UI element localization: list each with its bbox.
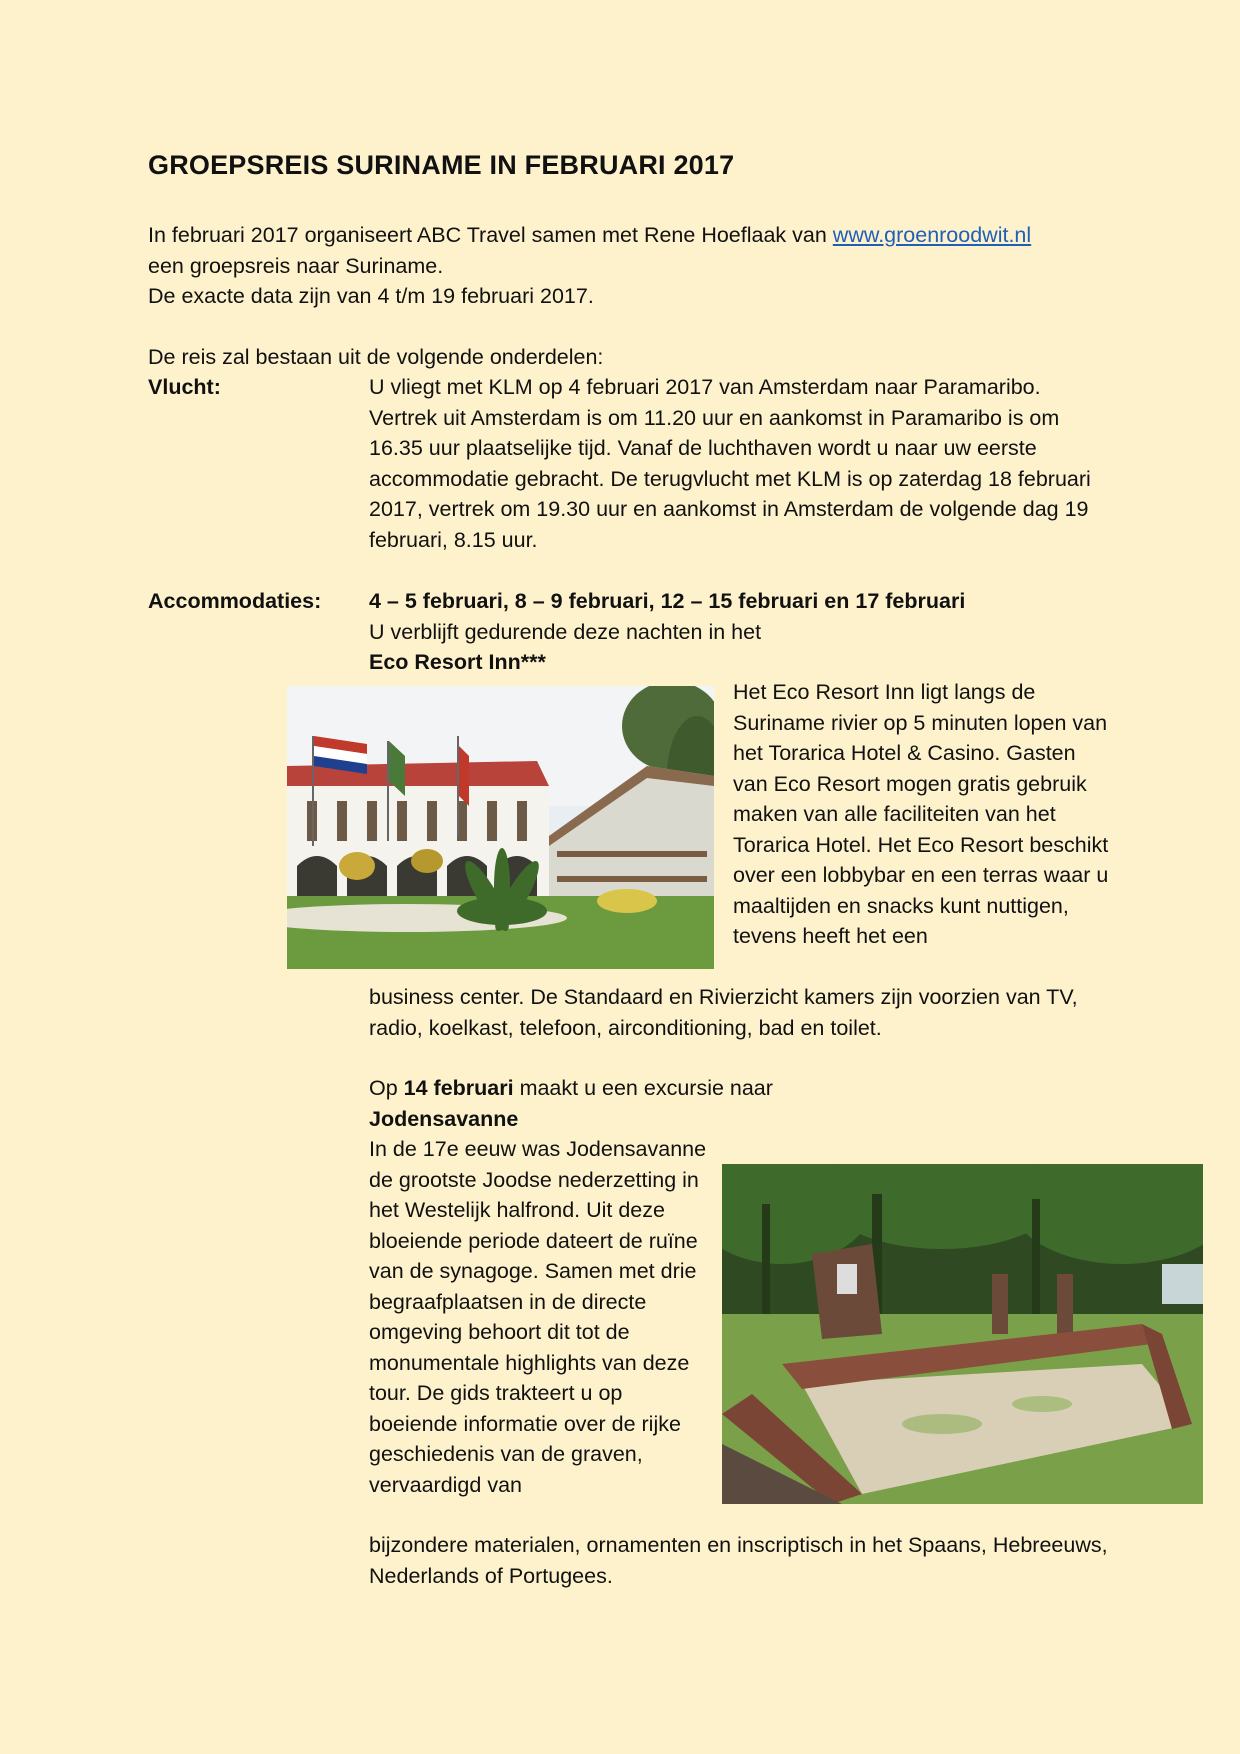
accommodation-dates: 4 – 5 februari, 8 – 9 februari, 12 – 15 februari en 17 februari bbox=[369, 589, 966, 613]
flight-label: Vlucht: bbox=[148, 375, 221, 399]
intro-line-1-text: In februari 2017 organiseert ABC Travel samen met Rene Hoeflaak van bbox=[148, 223, 833, 247]
excursion-name: Jodensavanne bbox=[369, 1106, 519, 1131]
excursion-intro bbox=[369, 1073, 1109, 1104]
excursion-post: maakt u een excursie naar bbox=[513, 1076, 773, 1100]
flight-text: U vliegt met KLM op 4 februari 2017 van Amsterdam naar Paramaribo. Vertrek uit Amsterdam is om 11.20 uur en aankomst in Paramaribo is om 16.35 uur plaatselijke tijd. Vanaf de luchthaven wordt u naar uw eerste accommodatie gebracht. De terugvlucht met KLM is op zaterdag 18 februari 2017, vertrek om 19.30 uur en aankomst in Amsterdam de volgende dag 19 februari, 8.15 uur. bbox=[369, 375, 1091, 552]
jodensavanne-photo bbox=[722, 1164, 1203, 1504]
intro-line-2: een groepsreis naar Suriname. bbox=[148, 253, 444, 278]
accommodation-header bbox=[369, 586, 1109, 678]
trip-parts-intro: De reis zal bestaan uit de volgende onderdelen: bbox=[148, 345, 604, 369]
excursion-header bbox=[369, 1073, 1109, 1134]
intro-line-3: De exacte data zijn van 4 t/m 19 februari 2017. bbox=[148, 284, 594, 308]
excursion-description-continued: bijzondere materialen, ornamenten en inscriptisch in het Spaans, Hebreeuws, Nederlands of Portugees. bbox=[369, 1533, 1108, 1588]
hotel-description-continued: business center. De Standaard en Rivierzicht kamers zijn voorzien van TV, radio, koelkast, telefoon, airconditioning, bad en toilet. bbox=[369, 985, 1078, 1040]
jodensavanne-photo-image bbox=[722, 1164, 1203, 1504]
page-title: GROEPSREIS SURINAME IN FEBRUARI 2017 bbox=[148, 150, 735, 180]
excursion-pre: Op bbox=[369, 1076, 404, 1100]
eco-resort-photo bbox=[287, 686, 714, 969]
excursion-date: 14 februari bbox=[403, 1076, 514, 1100]
accommodation-label: Accommodaties: bbox=[148, 589, 322, 613]
intro-line-1 bbox=[148, 220, 1108, 251]
excursion-description-wrapped: In de 17e eeuw was Jodensavanne de grootste Joodse nederzetting in het Westelijk halfrond. Uit deze bloeiende periode dateert de ruïne van de synagoge. Samen met drie begraafplaatsen in de directe omgeving behoort dit tot de monumentale highlights van deze tour. De gids trakteert u op boeiende informatie over de rijke geschiedenis van de graven, vervaardigd van bbox=[369, 1137, 707, 1497]
accommodation-intro: U verblijft gedurende deze nachten in het bbox=[369, 619, 762, 644]
hotel-name: Eco Resort Inn*** bbox=[369, 650, 546, 674]
intro-paragraph bbox=[148, 220, 1108, 312]
hotel-description-wrapped: Het Eco Resort Inn ligt langs de Suriname rivier op 5 minuten lopen van het Torarica Hotel & Casino. Gasten van Eco Resort mogen gratis gebruik maken van alle faciliteiten van het Torarica Hotel. Het Eco Resort beschikt over een lobbybar en een terras waar u maaltijden en snacks kunt nuttigen, tevens heeft het een bbox=[733, 680, 1109, 948]
eco-resort-photo-image bbox=[287, 686, 714, 969]
groenroodwit-link[interactable]: www.groenroodwit.nl bbox=[832, 223, 1032, 247]
